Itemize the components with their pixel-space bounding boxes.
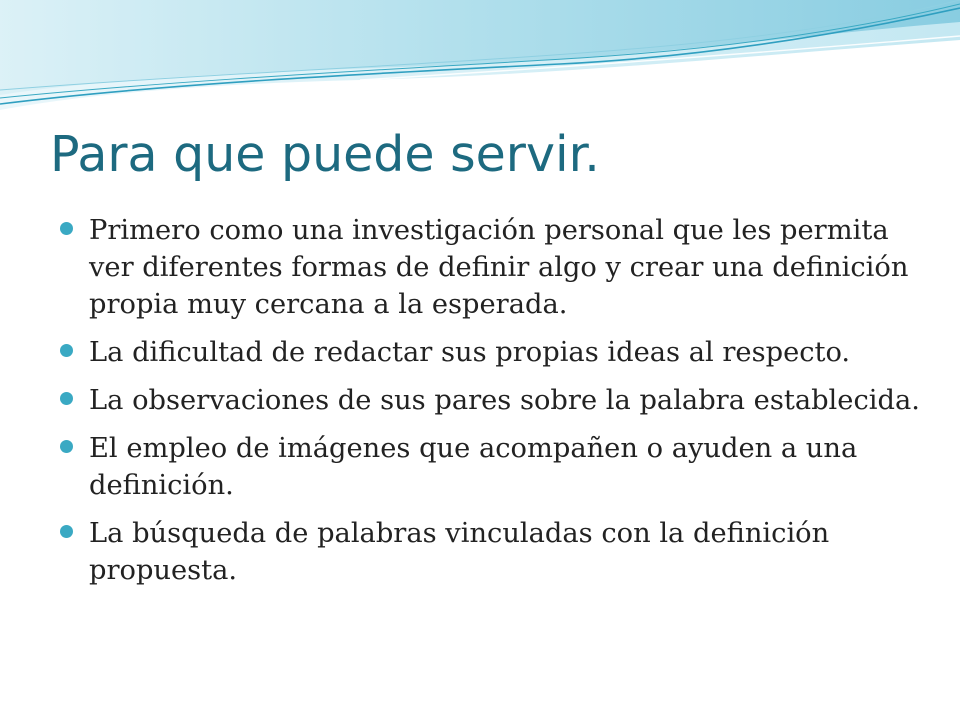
bullet-text: La dificultad de redactar sus propias ideas al respecto. bbox=[89, 337, 851, 368]
bullet-item bbox=[60, 212, 920, 323]
bullet-text: Primero como una investigación personal que les permita ver diferentes formas de definir algo y crear una definición propia muy cercana a la esperada. bbox=[89, 215, 909, 320]
decorative-wave-banner bbox=[0, 0, 960, 120]
bullet-text: La búsqueda de palabras vinculadas con la definición propuesta. bbox=[89, 518, 830, 586]
bullet-icon bbox=[60, 525, 73, 538]
bullet-text: La observaciones de sus pares sobre la palabra establecida. bbox=[89, 385, 920, 416]
bullet-item bbox=[60, 334, 920, 371]
bullet-item bbox=[60, 515, 920, 589]
bullet-item bbox=[60, 382, 920, 419]
bullet-item bbox=[60, 430, 920, 504]
bullet-text: El empleo de imágenes que acompañen o ayuden a una definición. bbox=[89, 433, 858, 501]
bullet-list bbox=[60, 212, 920, 600]
bullet-icon bbox=[60, 392, 73, 405]
bullet-icon bbox=[60, 344, 73, 357]
bullet-icon bbox=[60, 440, 73, 453]
slide-title: Para que puede servir. bbox=[50, 126, 600, 183]
bullet-icon bbox=[60, 222, 73, 235]
